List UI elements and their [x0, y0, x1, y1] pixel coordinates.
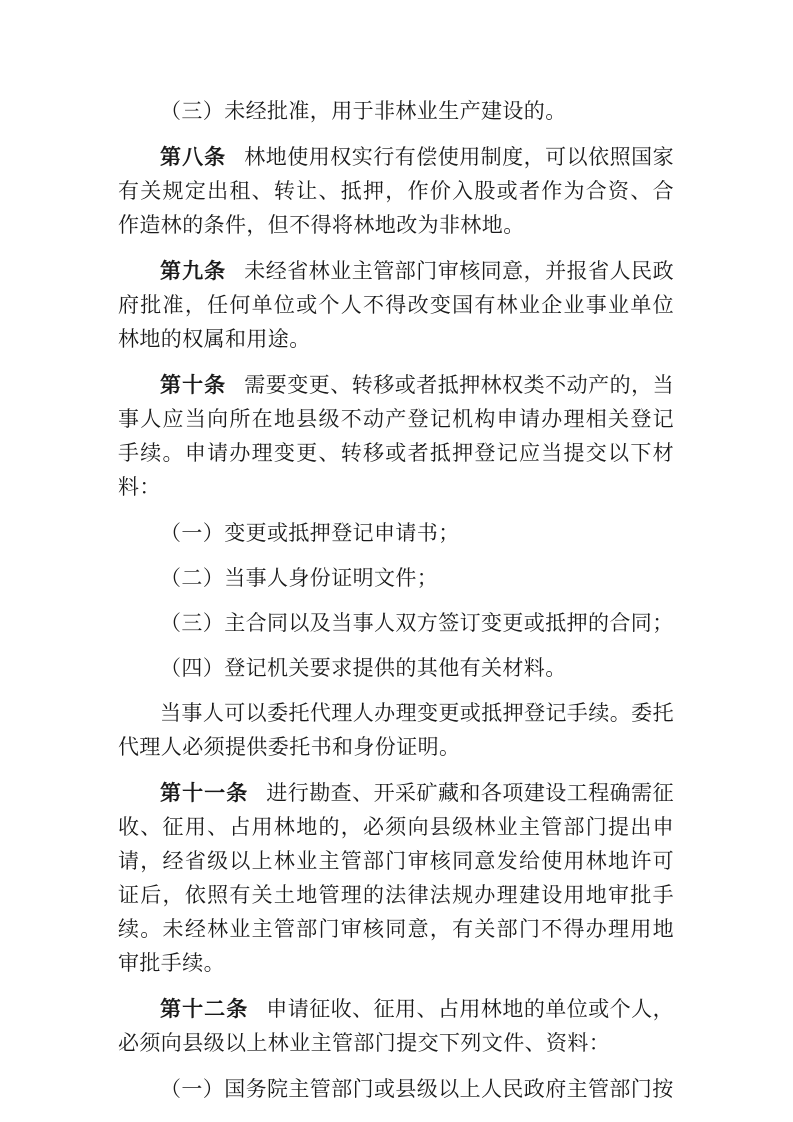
item-paragraph [118, 606, 674, 640]
document-body [118, 94, 674, 1118]
article-heading: 第十一条 [160, 781, 249, 805]
paragraph-text: 当事人可以委托代理人办理变更或抵押登记手续。委托代理人必须提供委托书和身份证明。 [118, 701, 674, 759]
paragraph-text: 申请征收、征用、占用林地的单位或个人，必须向县级以上林业主管部门提交下列文件、资料： [118, 997, 675, 1055]
item-paragraph [118, 94, 674, 128]
paragraph-text: （四）登记机关要求提供的其他有关材料。 [160, 656, 567, 680]
plain-paragraph [118, 696, 674, 764]
article-8-paragraph [118, 140, 674, 242]
article-heading: 第八条 [160, 145, 227, 169]
article-12-paragraph [118, 992, 674, 1060]
article-heading: 第十条 [160, 373, 227, 397]
paragraph-text: 未经省林业主管部门审核同意，并报省人民政府批准，任何单位或个人不得改变国有林业企业事业单位林地的权属和用途。 [118, 259, 675, 351]
paragraph-text: （二）当事人身份证明文件； [160, 566, 439, 590]
paragraph-text: （三）主合同以及当事人双方签订变更或抵押的合同； [160, 611, 674, 635]
article-heading: 第九条 [160, 259, 227, 283]
paragraph-text: 林地使用权实行有偿使用制度，可以依照国家有关规定出租、转让、抵押，作价入股或者作为合资、合作造林的条件，但不得将林地改为非林地。 [118, 145, 675, 237]
item-paragraph [118, 1072, 674, 1106]
article-11-paragraph [118, 776, 674, 980]
paragraph-text: 需要变更、转移或者抵押林权类不动产的，当事人应当向所在地县级不动产登记机构申请办理相关登记手续。申请办理变更、转移或者抵押登记应当提交以下材料： [118, 373, 675, 499]
article-10-paragraph [118, 368, 674, 504]
article-9-paragraph [118, 254, 674, 356]
paragraph-text: （一）变更或抵押登记申请书； [160, 521, 460, 545]
item-paragraph [118, 561, 674, 595]
article-heading: 第十二条 [160, 997, 249, 1021]
item-paragraph [118, 516, 674, 550]
paragraph-text: （三）未经批准，用于非林业生产建设的。 [160, 99, 567, 123]
paragraph-text: 进行勘查、开采矿藏和各项建设工程确需征收、征用、占用林地的，必须向县级林业主管部门提出申请，经省级以上林业主管部门审核同意发给使用林地许可证后，依照有关土地管理的法律法规办理建设用地审批手续。未经林业主管部门审核同意，有关部门不得办理用地审批手续。 [118, 781, 675, 975]
item-paragraph [118, 651, 674, 685]
paragraph-text: （一）国务院主管部门或县级以上人民政府主管部门按 [160, 1077, 674, 1101]
